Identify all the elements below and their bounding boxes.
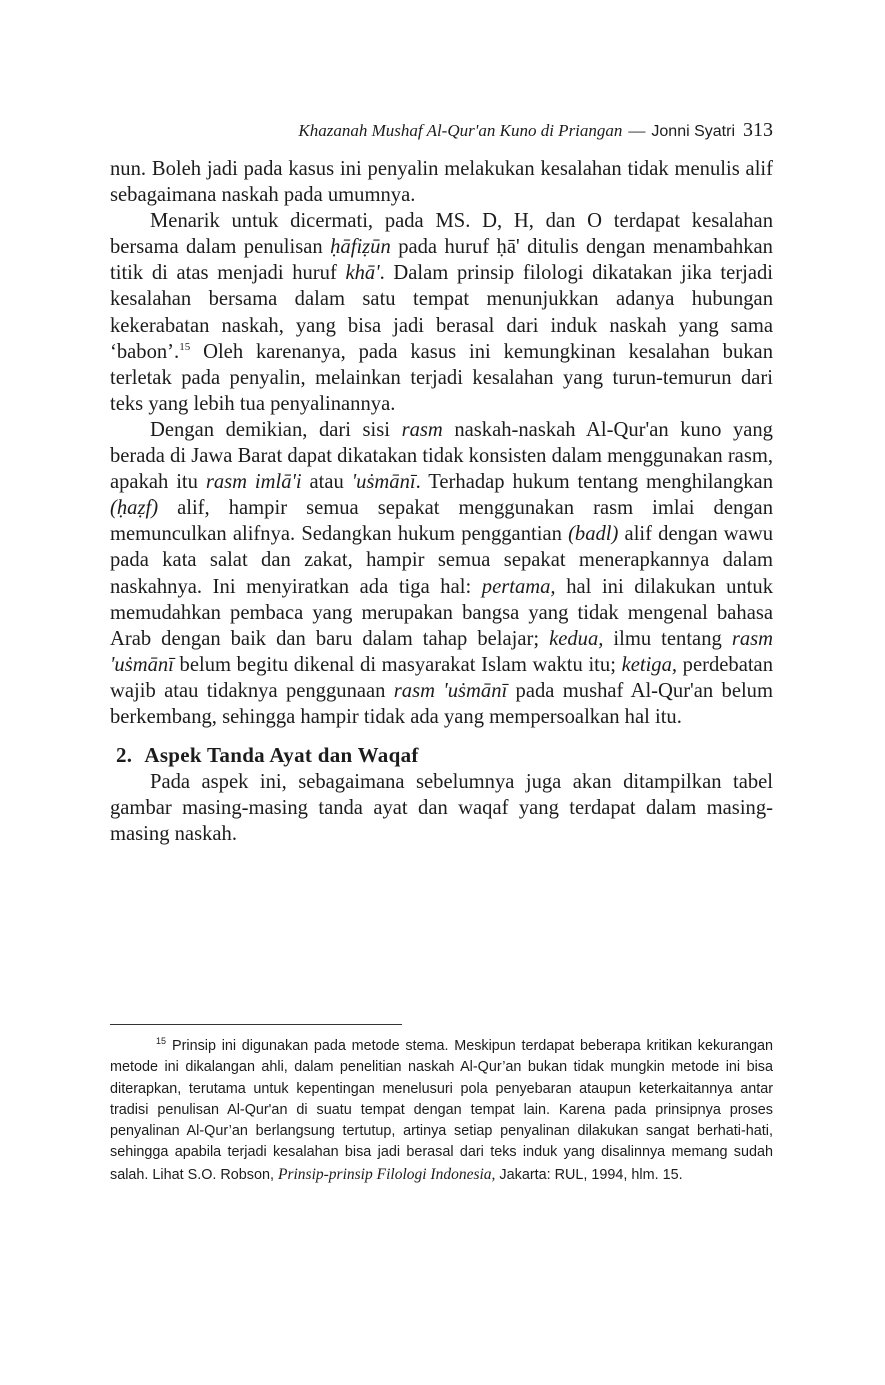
term-usmani: 'uṡmānī [351, 471, 416, 494]
running-head-title: Khazanah Mushaf Al-Qur'an Kuno di Priangan [298, 121, 623, 140]
term-rasm: rasm [401, 418, 443, 441]
term-badl: (badl) [568, 523, 619, 546]
running-head [110, 118, 773, 144]
paragraph-3-text-k: perdebatan wajib atau tidaknya penggunaan [110, 653, 773, 702]
running-head-separator: — [628, 121, 646, 140]
footnote-text-a: Prinsip ini digunakan pada metode stema. Meskipun terdapat beberapa kritikan kekurangan metode ini dikalangan ahli, dalam penelitian naskah Al-Qur’an bukan tidak mungkin metode ini bisa diterapkan, terutama untuk kepentingan menelusuri pola penyebaran ataupun keterkaitannya antar tradisi penulisan Al-Qur'an di suatu tempat dengan tempat lain. Karena pada prinsipnya proses penyalinan Al-Qur’an berlangsung tertutup, artinya setiap penyalinan dilakukan sangat berhati-hati, sehingga apabila terjadi kesalahan bisa jadi berasal dari teks induk yang disalinnya memang sudah salah. Lihat S.O. Robson, [110, 1038, 773, 1183]
term-hafizun: ḥāfiẓūn [330, 236, 391, 259]
paragraph-3-text-c: atau [301, 471, 352, 494]
paragraph-3-text-e: alif, hampir semua sepakat menggunakan rasm imlai dengan memunculkan alifnya. Sedangkan hukum penggantian [110, 497, 773, 546]
paragraph-2-text-a: Menarik untuk dicermati, pada MS. D, H, dan O terdapat kesalahan bersama dalam penulisan [110, 210, 773, 259]
paragraph-3 [110, 417, 773, 730]
paragraph-3-text-l: pada mushaf Al-Qur'an belum berkembang, sehingga hampir tidak ada yang mempersoalkan hal itu. [110, 679, 773, 728]
term-ketiga: ketiga, [621, 653, 678, 676]
running-head-author: Jonni Syatri [651, 123, 735, 140]
paragraph-3-text-h: ilmu tentang [603, 627, 732, 650]
footnote-mark: 15 [156, 1036, 167, 1047]
term-hazf: (ḥaẓf) [110, 497, 159, 520]
paragraph-3-text-j: belum begitu dikenal di masyarakat Islam waktu itu; [173, 653, 622, 676]
footnote-book-title: Prinsip-prinsip Filologi Indonesia, [278, 1165, 496, 1183]
section-paragraph: Pada aspek ini, sebagaimana sebelumnya juga akan ditampilkan tabel gambar masing-masing tanda ayat dan waqaf yang terdapat dalam masing-masing naskah. [110, 771, 773, 846]
body-text [110, 156, 773, 847]
paragraph-3-text-b: naskah-naskah Al-Qur'an kuno yang berada di Jawa Barat dapat dikatakan tidak konsisten dalam menggunakan rasm, apakah itu [110, 418, 773, 494]
section-title: Aspek Tanda Ayat dan Waqaf [144, 743, 419, 768]
term-kedua: kedua, [549, 627, 604, 650]
page-number: 313 [743, 119, 773, 141]
paragraph-3-text-f: alif dengan wawu pada kata salat dan zakat, hampir semua sepakat menerapkannya dalam naskahnya. Ini menyiratkan ada tiga hal: [110, 523, 773, 598]
page [110, 118, 773, 847]
term-rasm-imlai: rasm imlā'i [205, 471, 302, 494]
footnote-divider [110, 1024, 402, 1025]
section-heading [116, 742, 773, 769]
paragraph-2-text-c: . Dalam prinsip filologi dikatakan jika terjadi kesalahan bersama dalam satu tempat menunjukkan adanya hubungan kekerabatan naskah, yang bisa jadi berasal dari induk naskah yang sama ‘babon’. [110, 262, 773, 363]
term-rasm-usmani-2: rasm 'uṡmānī [393, 679, 508, 702]
paragraph-3-text-d: . Terhadap hukum tentang menghilangkan [415, 471, 773, 494]
paragraph-2-text-b: pada huruf ḥā' ditulis dengan menambahkan titik di atas menjadi huruf [110, 236, 773, 285]
paragraph-1: nun. Boleh jadi pada kasus ini penyalin melakukan kesalahan tidak menulis alif sebagaimana naskah pada umumnya. [110, 158, 773, 207]
paragraph-2-text-d: Oleh karenanya, pada kasus ini kemungkinan kesalahan bukan terletak pada penyalin, melainkan terjadi kesalahan yang turun-temurun dari teks yang lebih tua penyalinannya. [110, 340, 773, 415]
footnote-text-b: Jakarta: RUL, 1994, hlm. 15. [495, 1166, 683, 1183]
term-pertama: pertama, [481, 575, 556, 598]
paragraph-2 [110, 208, 773, 417]
section-number: 2. [116, 743, 133, 768]
footnote-reference[interactable]: 15 [179, 340, 191, 353]
term-kha: khā' [345, 262, 380, 285]
footnote [110, 1036, 773, 1186]
paragraph-3-text-g: hal ini dilakukan untuk memudahkan pembaca yang merupakan bangsa yang tidak mengenal bahasa Arab dengan baik dan baru dalam tahap belajar; [110, 575, 773, 650]
term-rasm-usmani-1: rasm 'uṡmānī [110, 627, 774, 676]
paragraph-3-text-a: Dengan demikian, dari sisi [150, 418, 402, 441]
